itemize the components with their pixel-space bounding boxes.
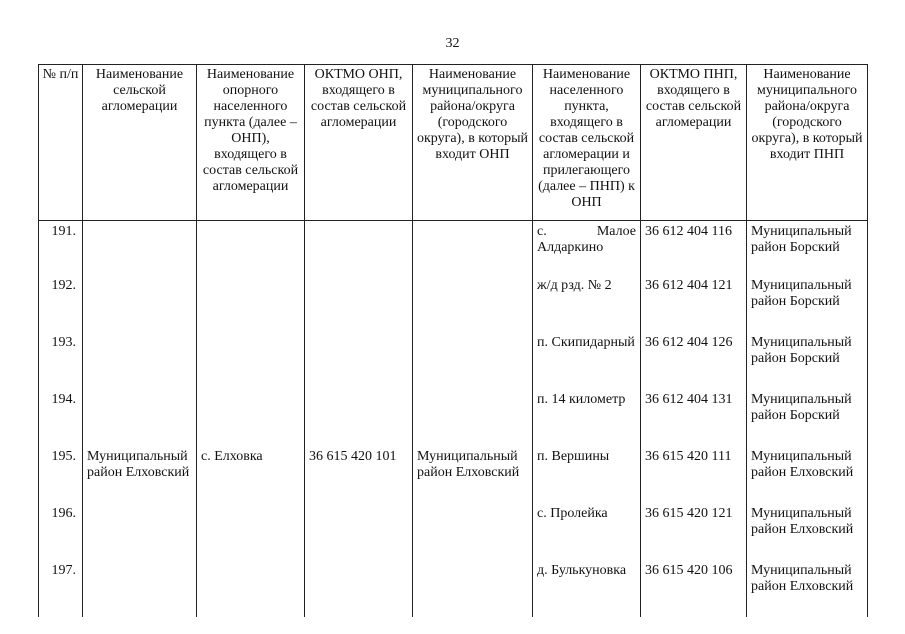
header-onp-district: Наименование муниципального района/округа (городского округа), в который входит ОНП	[413, 65, 533, 221]
cell-agglomeration	[83, 332, 197, 389]
cell-onp	[197, 389, 305, 446]
cell-onp-district: Муниципальный район Елховский	[413, 446, 533, 503]
cell-pnp: п. Скипидарный	[533, 332, 641, 389]
cell-row-number: 196.	[39, 503, 83, 560]
header-onp-name: Наименование опорного населенного пункта (далее – ОНП), входящего в состав сельской агломерации	[197, 65, 305, 221]
cell-pnp-oktmo: 36 615 420 111	[641, 446, 747, 503]
header-pnp-oktmo: ОКТМО ПНП, входящего в состав сельской агломерации	[641, 65, 747, 221]
table-row	[39, 446, 868, 503]
cell-onp-oktmo	[305, 560, 413, 617]
table-row	[39, 332, 868, 389]
cell-pnp: д. Булькуновка	[533, 560, 641, 617]
cell-onp-oktmo	[305, 275, 413, 332]
cell-agglomeration	[83, 560, 197, 617]
cell-onp	[197, 275, 305, 332]
cell-onp-district	[413, 503, 533, 560]
header-pnp-district: Наименование муниципального района/округа (городского округа), в который входит ПНП	[747, 65, 868, 221]
cell-pnp: ж/д рзд. № 2	[533, 275, 641, 332]
cell-agglomeration: Муниципальный район Елховский	[83, 446, 197, 503]
cell-pnp-oktmo: 36 612 404 116	[641, 221, 747, 276]
cell-pnp-district: Муниципальный район Елховский	[747, 446, 868, 503]
cell-pnp-district: Муниципальный район Борский	[747, 221, 868, 276]
agglomeration-table	[38, 64, 868, 617]
cell-row-number: 193.	[39, 332, 83, 389]
cell-onp-district	[413, 221, 533, 276]
table-row	[39, 503, 868, 560]
header-onp-oktmo: ОКТМО ОНП, входящего в состав сельской агломерации	[305, 65, 413, 221]
cell-agglomeration	[83, 503, 197, 560]
table-header-row	[39, 65, 868, 221]
cell-onp-oktmo	[305, 332, 413, 389]
page-number: 32	[445, 36, 460, 51]
cell-onp	[197, 560, 305, 617]
cell-pnp-district: Муниципальный район Елховский	[747, 560, 868, 617]
table-row	[39, 560, 868, 617]
cell-onp	[197, 332, 305, 389]
cell-onp-district	[413, 275, 533, 332]
cell-onp-oktmo	[305, 503, 413, 560]
cell-pnp-district: Муниципальный район Борский	[747, 275, 868, 332]
cell-onp	[197, 221, 305, 276]
cell-agglomeration	[83, 221, 197, 276]
cell-pnp-district: Муниципальный район Елховский	[747, 503, 868, 560]
cell-row-number: 191.	[39, 221, 83, 276]
table-row	[39, 221, 868, 276]
cell-pnp-oktmo: 36 612 404 131	[641, 389, 747, 446]
cell-row-number: 195.	[39, 446, 83, 503]
cell-pnp: с. Малое Алдаркино	[533, 221, 641, 276]
header-pnp-name: Наименование населенного пункта, входящего в состав сельской агломерации и прилегающего (далее – ПНП) к ОНП	[533, 65, 641, 221]
cell-pnp-oktmo: 36 615 420 121	[641, 503, 747, 560]
cell-pnp-oktmo: 36 615 420 106	[641, 560, 747, 617]
cell-pnp: п. Вершины	[533, 446, 641, 503]
cell-onp-oktmo	[305, 389, 413, 446]
cell-onp: с. Елховка	[197, 446, 305, 503]
header-row-number: № п/п	[39, 65, 83, 221]
cell-onp-district	[413, 332, 533, 389]
cell-pnp-district: Муниципальный район Борский	[747, 332, 868, 389]
cell-pnp-district: Муниципальный район Борский	[747, 389, 868, 446]
cell-onp-oktmo	[305, 221, 413, 276]
cell-onp-district	[413, 389, 533, 446]
cell-row-number: 197.	[39, 560, 83, 617]
cell-row-number: 194.	[39, 389, 83, 446]
cell-onp-district	[413, 560, 533, 617]
table-row	[39, 389, 868, 446]
cell-onp-oktmo: 36 615 420 101	[305, 446, 413, 503]
table-row	[39, 275, 868, 332]
header-agglomeration-name: Наименование сельской агломерации	[83, 65, 197, 221]
cell-agglomeration	[83, 389, 197, 446]
cell-pnp-oktmo: 36 612 404 121	[641, 275, 747, 332]
cell-agglomeration	[83, 275, 197, 332]
cell-onp	[197, 503, 305, 560]
cell-pnp-oktmo: 36 612 404 126	[641, 332, 747, 389]
cell-row-number: 192.	[39, 275, 83, 332]
cell-pnp: п. 14 километр	[533, 389, 641, 446]
cell-pnp: с. Пролейка	[533, 503, 641, 560]
